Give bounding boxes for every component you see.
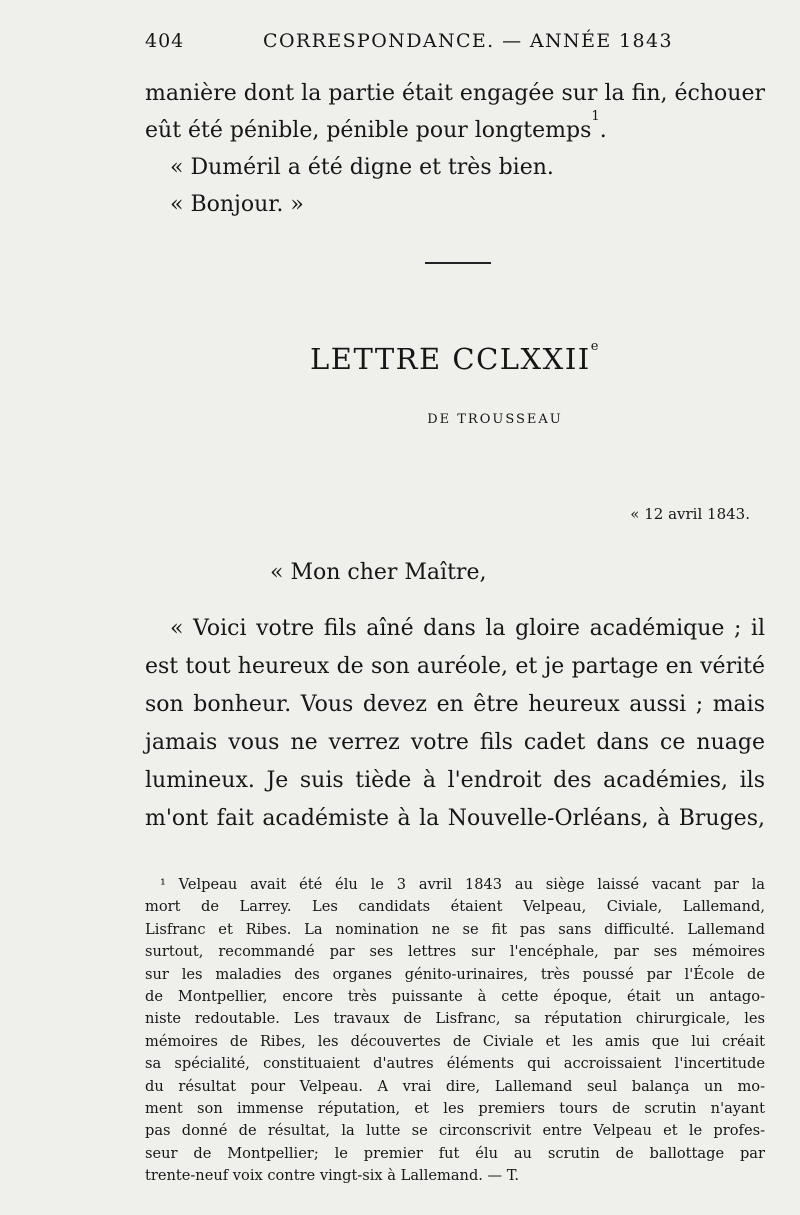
footnote-line: Lisfranc et Ribes. La nomination ne se fit pas sans difficulté. Lallemand <box>145 920 765 938</box>
running-header <box>145 30 765 60</box>
footnote-line: sa spécialité, constituaient d'autres éléments qui accroissaient l'incertitude <box>145 1055 765 1073</box>
text-line: « Voici votre fils aîné dans la gloire académique ; il <box>170 616 765 641</box>
section-divider <box>425 262 491 264</box>
text-line: m'ont fait académiste à la Nouvelle-Orléans, à Bruges, <box>145 806 765 831</box>
text-line: « Duméril a été digne et très bien. <box>170 155 554 180</box>
letter-title-text: LETTRE CCLXXII <box>310 342 591 376</box>
footnote-line: ment son immense réputation, et les premiers tours de scrutin n'ayant <box>145 1100 765 1118</box>
text-line: lumineux. Je suis tiède à l'endroit des académies, ils <box>145 768 765 793</box>
footnote-line: ¹ Velpeau avait été élu le 3 avril 1843 au siège laissé vacant par la <box>160 876 765 893</box>
top-paragraph <box>145 75 765 223</box>
letter-body <box>145 610 765 838</box>
footnote-line: mort de Larrey. Les candidats étaient Velpeau, Civiale, Lallemand, <box>145 898 765 916</box>
page-number: 404 <box>145 30 185 52</box>
letter-author: DE TROUSSEAU <box>427 412 563 427</box>
text-line: jamais vous ne verrez votre fils cadet dans ce nuage <box>145 730 765 755</box>
footnote-line: pas donné de résultat, la lutte se circonscrivit entre Velpeau et le profes- <box>145 1122 765 1140</box>
footnote-line: niste redoutable. Les travaux de Lisfranc, sa réputation chirurgicale, les <box>145 1010 765 1028</box>
footnote-line: trente-neuf voix contre vingt-six à Lallemand. — T. <box>145 1167 520 1185</box>
footnote-line: mémoires de Ribes, les découvertes de Civiale et les amis que lui créait <box>145 1032 765 1050</box>
footnote-line: seur de Montpellier; le premier fut élu au scrutin de ballottage par <box>145 1144 765 1162</box>
footnote-line: surtout, recommandé par ses lettres sur l'encéphale, par ses mémoires <box>145 943 765 961</box>
footnote-line: du résultat pour Velpeau. A vrai dire, Lallemand seul balança un mo- <box>145 1077 765 1095</box>
footnote-line: sur les maladies des organes génito-urinaires, très poussé par l'École de <box>145 965 765 983</box>
running-title: CORRESPONDANCE. — ANNÉE 1843 <box>263 30 674 52</box>
letter-title-superscript: e <box>590 339 600 354</box>
letter-title <box>145 339 765 376</box>
text-line: eût été pénible, pénible pour longtemps$^1$. <box>145 109 607 143</box>
footnote-reference: 1 <box>591 109 600 124</box>
letter-date: « 12 avril 1843. <box>630 505 750 523</box>
footnote-line: de Montpellier, encore très puissante à cette époque, était un antago- <box>145 988 765 1006</box>
text-line: « Bonjour. » <box>170 192 304 217</box>
text-line-content: eût été pénible, pénible pour longtemps <box>145 118 592 143</box>
text-line: est tout heureux de son auréole, et je partage en vérité <box>145 654 765 679</box>
footnote <box>145 874 765 1188</box>
text-line: son bonheur. Vous devez en être heureux aussi ; mais <box>145 692 765 717</box>
text-line: manière dont la partie était engagée sur la fin, échouer <box>145 81 765 106</box>
letter-salutation: « Mon cher Maître, <box>270 560 487 585</box>
